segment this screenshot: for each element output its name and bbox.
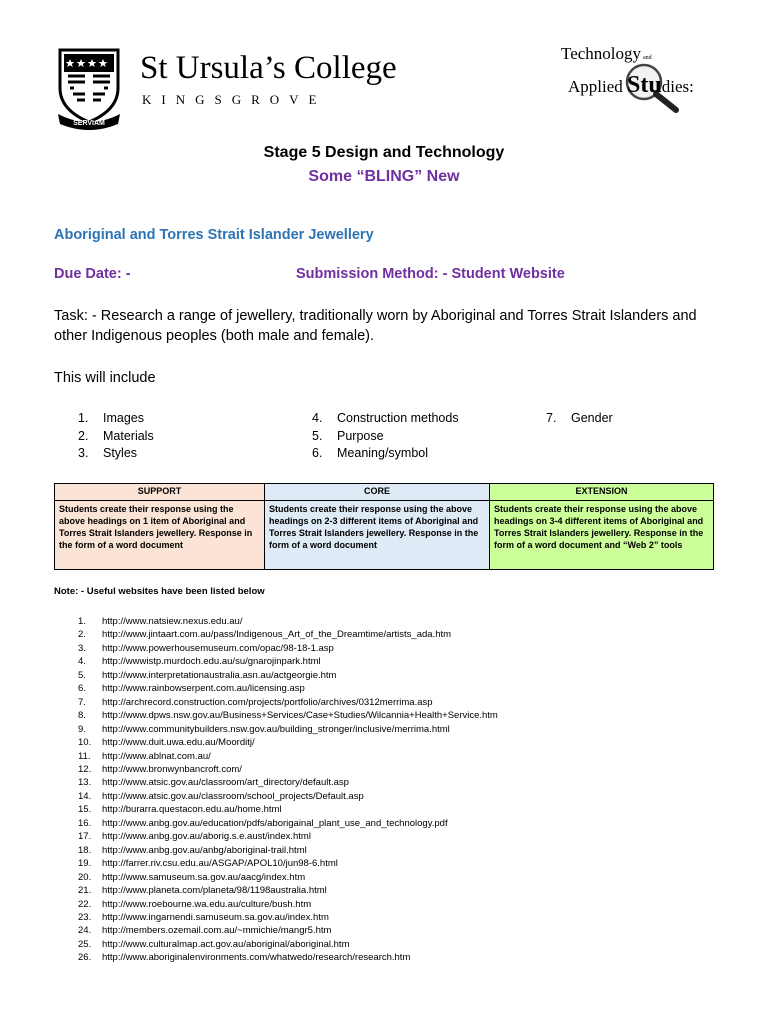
website-link-item (78, 938, 498, 951)
differentiation-table (54, 483, 714, 570)
website-link[interactable]: http://www.atsic.gov.au/classroom/school_projects/Default.asp (102, 790, 364, 802)
link-number: 13. (78, 777, 92, 789)
tas-logo (558, 40, 718, 120)
website-link-item (78, 844, 498, 857)
core-heading: CORE (265, 484, 489, 501)
website-link[interactable]: http://www.aboriginalenvironments.com/whatwedo/research/research.htm (102, 952, 411, 964)
website-link[interactable]: http://wwwistp.murdoch.edu.au/su/gnarojinpark.html (102, 656, 321, 668)
include-item: 1. Images (78, 411, 144, 425)
website-link[interactable]: http://www.anbg.gov.au/education/pdfs/aborigainal_plant_use_and_technology.pdf (102, 817, 448, 829)
website-link[interactable]: http://burarra.questacon.edu.au/home.html (102, 804, 282, 816)
link-number: 16. (78, 817, 92, 829)
include-item: 6. Meaning/symbol (312, 446, 429, 460)
website-link-item (78, 830, 498, 843)
website-link-item (78, 642, 498, 655)
website-link-item (78, 750, 498, 763)
link-number: 12. (78, 763, 92, 775)
include-list-column-1 (78, 410, 154, 463)
link-number: 21. (78, 885, 92, 897)
website-link-item (78, 790, 498, 803)
website-link-item (78, 951, 498, 964)
website-link-item (78, 682, 498, 695)
core-text: Students create their response using the above headings on 2-3 different items of Aboriginal and Torres Strait Islanders jewellery. Response in the form of a word document (269, 504, 479, 550)
website-link[interactable]: http://www.atsic.gov.au/classroom/art_directory/default.asp (102, 777, 349, 789)
website-link[interactable]: http://www.anbg.gov.au/aborig.s.e.aust/index.html (102, 831, 311, 843)
website-link-item (78, 709, 498, 722)
website-link[interactable]: http://members.ozemail.com.au/~mmichie/mangr5.htm (102, 925, 332, 937)
website-link-item (78, 776, 498, 789)
website-link[interactable]: http://www.duit.uwa.edu.au/Moorditj/ (102, 737, 255, 749)
support-text: Students create their response using the above headings on 1 item of Aboriginal and Torres Strait Islanders jewellery. Response in the form of a word document (59, 504, 253, 550)
website-link-item (78, 911, 498, 924)
link-number: 7. (78, 696, 86, 708)
tas-applied-text: Applied (568, 77, 628, 96)
link-number: 3. (78, 642, 86, 654)
task-description: Task: - Research a range of jewellery, traditionally worn by Aboriginal and Torres Strait Islanders and other Indigenous peoples (both male and female). (54, 308, 697, 344)
include-list-column-2 (312, 410, 459, 463)
website-link[interactable]: http://www.dpws.nsw.gov.au/Business+Services/Case+Studies/Wilcannia+Health+Service.htm (102, 710, 498, 722)
website-link-item (78, 736, 498, 749)
link-number: 9. (78, 723, 86, 735)
crest-motto: SERVIAM (73, 120, 105, 127)
website-link-item (78, 884, 498, 897)
link-number: 15. (78, 804, 92, 816)
website-link-item (78, 669, 498, 682)
website-link-item (78, 924, 498, 937)
tas-technology-text: Technology (561, 44, 642, 63)
include-item: 7. Gender (546, 411, 613, 425)
support-column (55, 484, 264, 569)
core-column (264, 484, 489, 569)
link-number: 2. (78, 629, 86, 641)
college-location: KINGSGROVE (142, 92, 327, 107)
website-link[interactable]: http://www.natsiew.nexus.edu.au/ (102, 616, 243, 627)
include-item: 3. Styles (78, 446, 138, 460)
website-link[interactable]: http://www.ablnat.com.au/ (102, 750, 211, 762)
link-number: 6. (78, 683, 86, 695)
tas-dies-text: dies: (661, 77, 694, 96)
link-number: 22. (78, 898, 92, 910)
website-link-item (78, 615, 498, 628)
website-link[interactable]: http://www.bronwynbancroft.com/ (102, 763, 242, 775)
link-number: 20. (78, 871, 92, 883)
extension-column (489, 484, 713, 569)
support-heading: SUPPORT (55, 484, 264, 501)
tas-and-text: and (643, 55, 652, 61)
link-number: 23. (78, 911, 92, 923)
page-title: Stage 5 Design and Technology (263, 144, 505, 161)
website-link-item (78, 871, 498, 884)
website-link[interactable]: http://www.samuseum.sa.gov.au/aacg/index.htm (102, 871, 306, 883)
website-link-item (78, 723, 498, 736)
include-item: 5. Purpose (312, 428, 384, 443)
websites-note: Note: - Useful websites have been listed below (54, 586, 265, 597)
due-date-label: Due Date: - (54, 266, 131, 282)
website-link[interactable]: http://www.anbg.gov.au/anbg/aboriginal-trail.html (102, 844, 307, 856)
website-links-list (78, 615, 498, 965)
website-link-item (78, 803, 498, 816)
extension-text: Students create their response using the above headings on 3-4 different items of Aboriginal and Torres Strait Islanders jewellery. Response in the form of a word document and “Web 2” tools (494, 504, 704, 550)
website-link[interactable]: http://www.roebourne.wa.edu.au/culture/bush.htm (102, 898, 312, 910)
website-link-item (78, 857, 498, 870)
college-crest-logo (56, 44, 122, 130)
website-link-item (78, 898, 498, 911)
website-link[interactable]: http://farrer.riv.csu.edu.au/ASGAP/APOL10/jun98-6.html (102, 858, 338, 870)
website-link[interactable]: http://www.communitybuilders.nsw.gov.au/building_stronger/inclusive/merrima.html (102, 723, 450, 735)
link-number: 19. (78, 858, 92, 870)
link-number: 26. (78, 952, 92, 964)
website-link[interactable]: http://www.rainbowserpent.com.au/licensing.asp (102, 683, 305, 695)
website-link-item (78, 817, 498, 830)
include-item: 4. Construction methods (312, 411, 459, 425)
website-link[interactable]: http://www.interpretationaustralia.asn.au/actgeorgie.htm (102, 669, 337, 681)
link-number: 8. (78, 710, 86, 722)
website-link[interactable]: http://www.powerhousemuseum.com/opac/98-18-1.asp (102, 642, 334, 654)
link-number: 1. (78, 616, 86, 627)
website-link-item (78, 628, 498, 641)
link-number: 11. (78, 750, 91, 762)
include-item: 2. Materials (78, 428, 154, 443)
website-link[interactable]: http://archrecord.construction.com/projects/portfolio/archives/0312merrima.asp (102, 696, 433, 708)
website-link-item (78, 655, 498, 668)
include-list-column-3 (546, 410, 613, 428)
website-link[interactable]: http://www.jintaart.com.au/pass/Indigenous_Art_of_the_Dreamtime/artists_ada.htm (102, 629, 452, 641)
link-number: 18. (78, 844, 92, 856)
link-number: 24. (78, 925, 92, 937)
link-number: 4. (78, 656, 86, 668)
link-number: 5. (78, 669, 86, 681)
page-subtitle: Some “BLING” New (308, 168, 460, 185)
link-number: 14. (78, 790, 92, 802)
section-heading: Aboriginal and Torres Strait Islander Jewellery (54, 227, 374, 243)
website-link-item (78, 763, 498, 776)
link-number: 17. (78, 831, 92, 843)
link-number: 10. (78, 737, 92, 749)
extension-heading: EXTENSION (490, 484, 713, 501)
submission-method-label: Submission Method: - Student Website (296, 266, 565, 282)
tas-stu-text: Stu (627, 72, 662, 98)
website-link[interactable]: http://www.ingarnendi.samuseum.sa.gov.au/index.htm (102, 911, 329, 923)
website-link[interactable]: http://www.culturalmap.act.gov.au/aboriginal/aboriginal.htm (102, 938, 350, 950)
website-link-item (78, 696, 498, 709)
include-label: This will include (54, 370, 156, 386)
link-number: 25. (78, 938, 92, 950)
website-link[interactable]: http://www.planeta.com/planeta/98/1198australia.html (102, 885, 327, 897)
college-name: St Ursula’s College (140, 50, 397, 86)
